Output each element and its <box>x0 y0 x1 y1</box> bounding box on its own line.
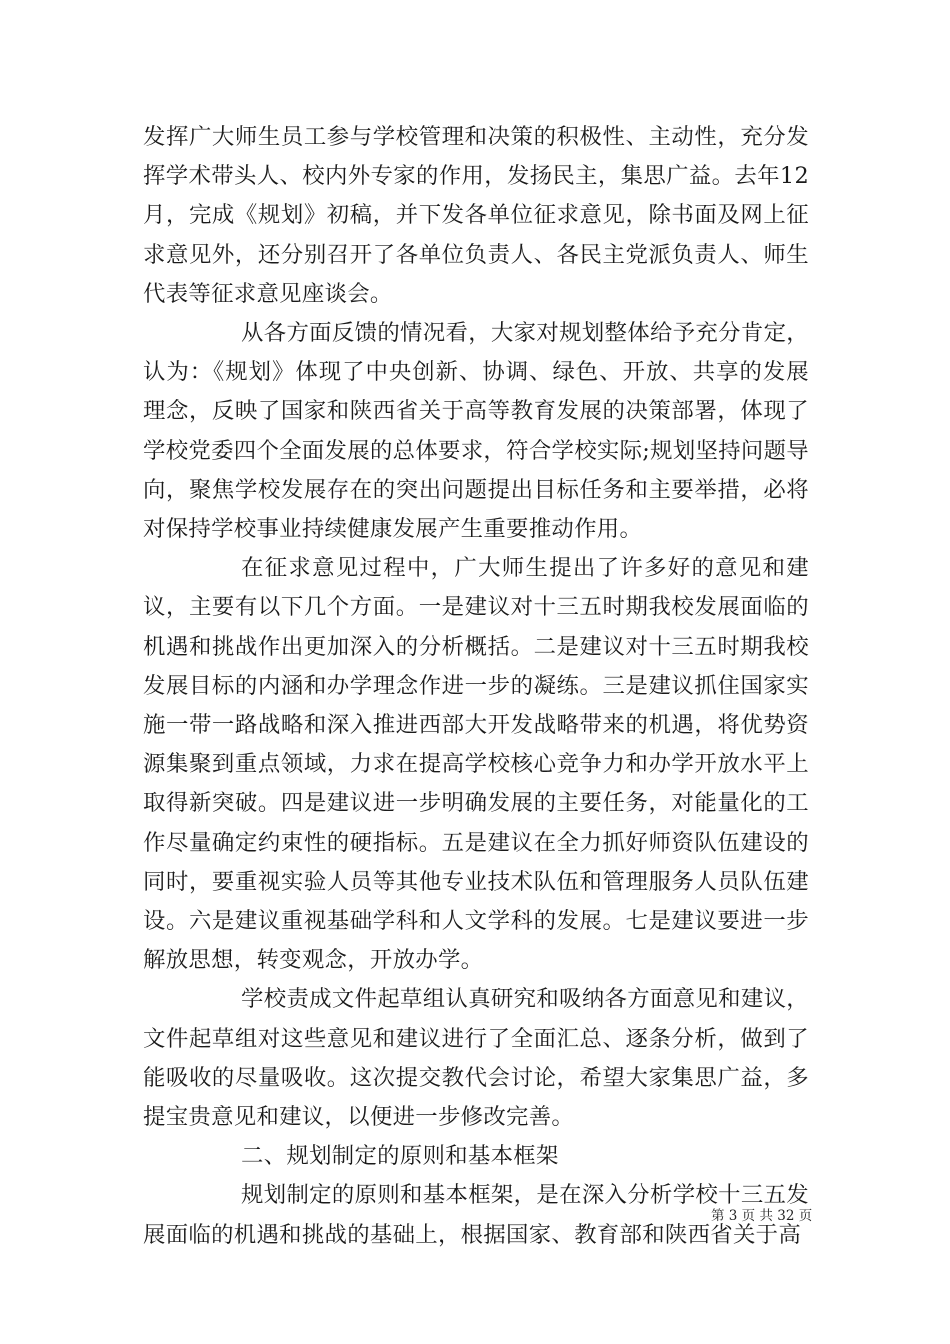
paragraph-4: 学校责成文件起草组认真研究和吸纳各方面意见和建议，文件起草组对这些意见和建议进行了全面汇总、逐条分析，做到了能吸收的尽量吸收。这次提交教代会讨论，希望大家集思广益，多提宝贵意见和建议，以便进一步修改完善。 <box>143 986 809 1131</box>
paragraph-3: 在征求意见过程中，广大师生提出了许多好的意见和建议，主要有以下几个方面。一是建议对十三五时期我校发展面临的机遇和挑战作出更加深入的分析概括。二是建议对十三五时期我校发展目标的内涵和办学理念作进一步的凝练。三是建议抓住国家实施一带一路战略和深入推进西部大开发战略带来的机遇，将优势资源集聚到重点领域，力求在提高学校核心竞争力和办学开放水平上取得新突破。四是建议进一步明确发展的主要任务，对能量化的工作尽量确定约束性的硬指标。五是建议在全力抓好师资队伍建设的同时，要重视实验人员等其他专业技术队伍和管理服务人员队伍建设。六是建议重视基础学科和人文学科的发展。七是建议要进一步解放思想，转变观念，开放办学。 <box>143 555 809 974</box>
section-heading: 二、规划制定的原则和基本框架 <box>241 1143 559 1170</box>
paragraph-2: 从各方面反馈的情况看，大家对规划整体给予充分肯定，认为：《规划》体现了中央创新、协调、绿色、开放、共享的发展理念，反映了国家和陕西省关于高等教育发展的决策部署，体现了学校党委四个全面发展的总体要求，符合学校实际;规划坚持问题导向，聚焦学校发展存在的突出问题提出目标任务和主要举措，必将对保持学校事业持续健康发展产生重要推动作用。 <box>143 320 809 543</box>
page-number: 第 3 页 共 32 页 <box>711 1208 813 1224</box>
paragraph-5: 规划制定的原则和基本框架，是在深入分析学校十三五发展面临的机遇和挑战的基础上，根据国家、教育部和陕西省关于高 <box>143 1182 809 1248</box>
document-body <box>143 118 809 1255</box>
paragraph-1: 发挥广大师生员工参与学校管理和决策的积极性、主动性，充分发挥学术带头人、校内外专家的作用，发扬民主，集思广益。去年12月，完成《规划》初稿，并下发各单位征求意见，除书面及网上征求意见外，还分别召开了各单位负责人、各民主党派负责人、师生代表等征求意见座谈会。 <box>143 124 809 307</box>
